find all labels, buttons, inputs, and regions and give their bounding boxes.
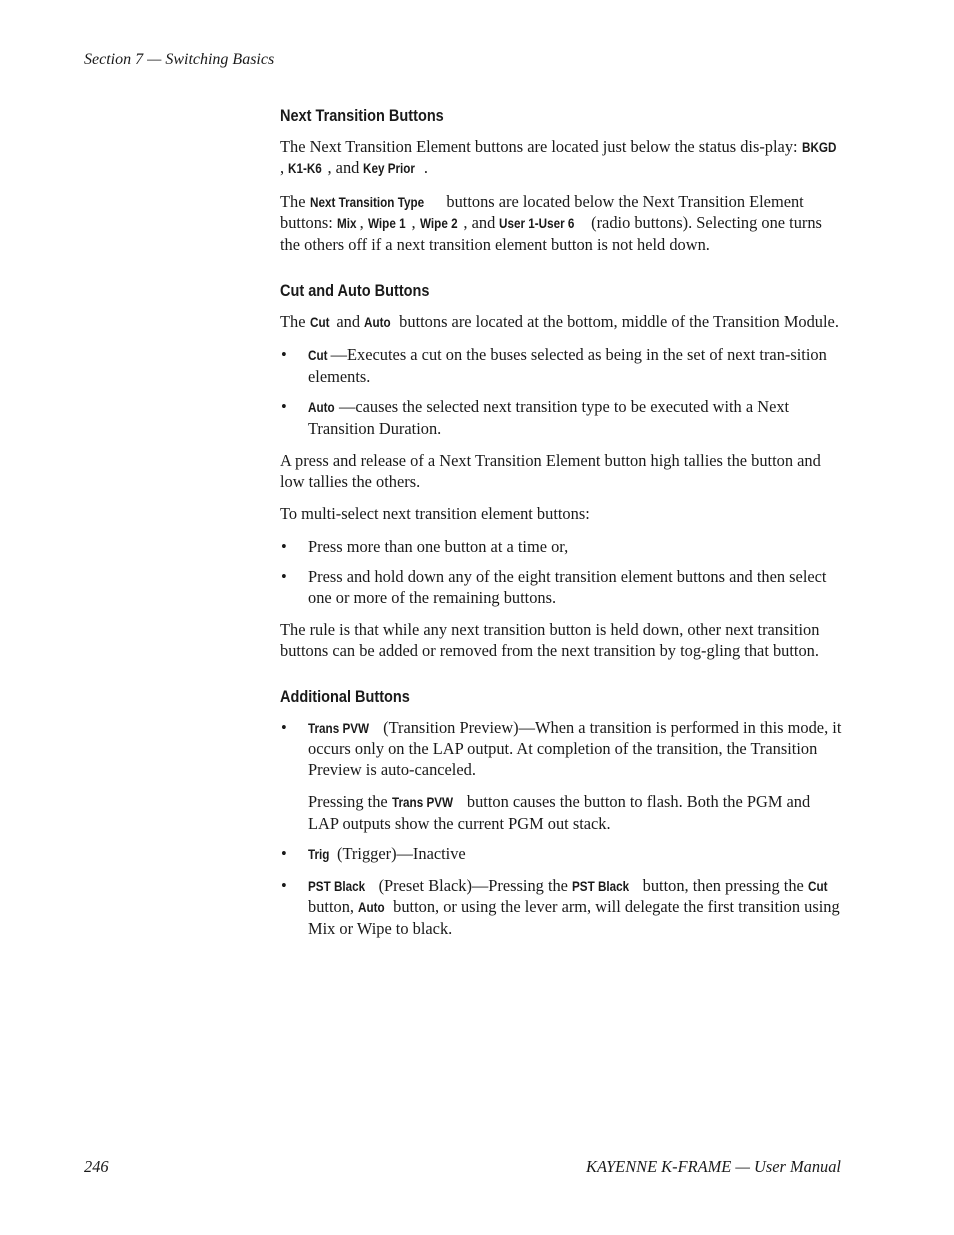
button-name-mix: Mix <box>336 216 357 231</box>
button-name-cut: Cut <box>308 348 328 363</box>
bullet-list <box>280 844 842 939</box>
list-item: • Press more than one button at a time or, <box>280 537 842 558</box>
button-name-cut: Cut <box>807 878 828 894</box>
heading-next-transition-buttons: Next Transition Buttons <box>280 107 444 125</box>
page-number: 246 <box>84 1157 109 1176</box>
paragraph: The Next Transition Type buttons are located below the Next Transition Element buttons: Mix , Wipe 1 , Wipe 2 , and User 1-User 6 (radio buttons). Selecting one turns the others off if a next transition element button is not held down. <box>280 191 822 254</box>
button-name-cut: Cut <box>309 314 330 330</box>
paragraph: A press and release of a Next Transition Element button high tallies the button and low tallies the others. <box>280 451 821 491</box>
heading-cut-and-auto-buttons: Cut and Auto Buttons <box>280 282 430 300</box>
paragraph: The rule is that while any next transition button is held down, other next transition buttons can be added or removed from the next transition by tog-gling that button. <box>280 620 820 660</box>
button-name-auto: Auto <box>358 900 385 915</box>
button-name-trans-pvw: Trans PVW <box>391 795 453 810</box>
button-name-wipe-2: Wipe 2 <box>419 216 458 231</box>
bullet-list <box>280 537 842 609</box>
list-item: • Press and hold down any of the eight transition element buttons and then select one or more of the remaining buttons. <box>280 567 842 608</box>
paragraph: Pressing the Trans PVW button causes the button to flash. Both the PGM and LAP outputs show the current PGM out stack. <box>308 792 811 833</box>
button-name-k1-k6: K1-K6 <box>288 161 322 176</box>
button-name-trig: Trig <box>308 847 330 862</box>
bullet-list <box>280 345 842 439</box>
running-header: Section 7 — Switching Basics <box>84 51 275 68</box>
button-name-next-transition-type: Next Transition Type <box>309 194 424 210</box>
running-footer: KAYENNE K-FRAME — User Manual <box>586 1157 841 1176</box>
button-name-pst-black: PST Black <box>572 878 630 894</box>
bullet-list <box>280 718 842 781</box>
paragraph: To multi-select next transition element buttons: <box>280 504 590 523</box>
button-name-key-prior: Key Prior <box>363 161 416 176</box>
list-item: • Trig (Trigger)—Inactive <box>280 844 842 866</box>
list-item: • Auto —causes the selected next transition type to be executed with a Next Transition Duration. <box>280 397 842 439</box>
page-body <box>280 106 842 939</box>
button-name-auto: Auto <box>308 400 335 415</box>
button-name-wipe-1: Wipe 1 <box>367 216 406 231</box>
button-name-user-1-user-6: User 1-User 6 <box>499 216 575 231</box>
button-name-auto: Auto <box>364 314 391 330</box>
list-item: • PST Black (Preset Black)—Pressing the PST Black button, then pressing the Cut button, Auto button, or using the lever arm, will delegate the first transition using Mix or Wipe to black. <box>280 876 842 940</box>
list-item: • Trans PVW (Transition Preview)—When a transition is performed in this mode, it occurs only on the LAP output. At completion of the transition, the Transition Preview is auto-canceled. <box>280 718 842 781</box>
paragraph: The Cut and Auto buttons are located at the bottom, middle of the Transition Module. <box>280 312 842 334</box>
paragraph: The Next Transition Element buttons are located just below the status dis-play: BKGD, K1-K6 , and Key Prior . <box>280 137 842 180</box>
heading-additional-buttons: Additional Buttons <box>280 688 410 706</box>
button-name-bkgd: BKGD <box>801 139 837 155</box>
button-name-trans-pvw: Trans PVW <box>308 720 370 736</box>
list-item: • Cut —Executes a cut on the buses selected as being in the set of next tran-sition elements. <box>280 345 842 387</box>
button-name-pst-black: PST Black <box>308 878 366 894</box>
